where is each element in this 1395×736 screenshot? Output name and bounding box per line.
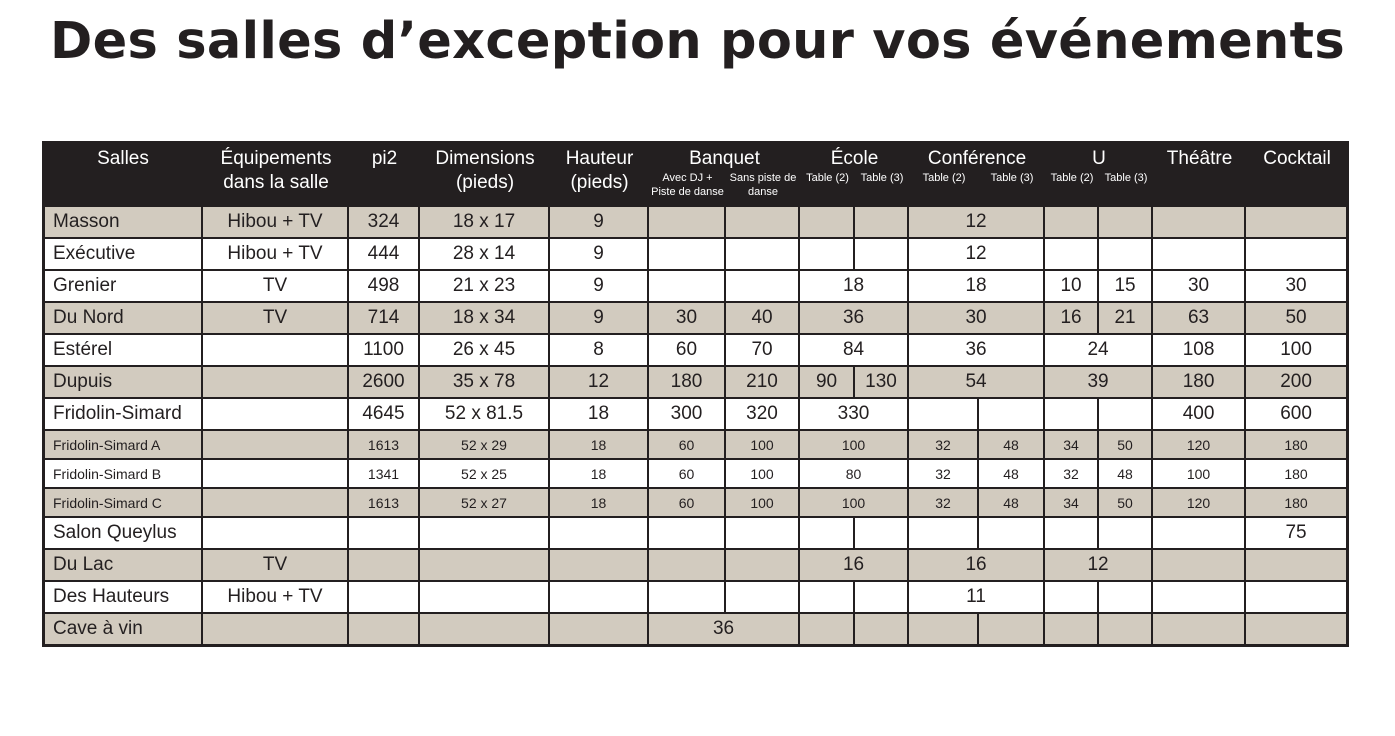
table-cell: 30 xyxy=(1246,271,1348,303)
table-cell: 63 xyxy=(1153,303,1246,335)
table-cell xyxy=(550,614,649,646)
table-cell xyxy=(1045,399,1099,431)
table-cell: 12 xyxy=(909,205,1045,239)
table-row xyxy=(43,489,1348,518)
room-name-cell: Grenier xyxy=(43,271,203,303)
table-cell xyxy=(203,367,349,399)
table-cell xyxy=(726,271,800,303)
table-cell xyxy=(855,205,909,239)
table-cell xyxy=(1099,582,1153,614)
room-name-cell: Fridolin-Simard C xyxy=(43,489,203,518)
header-salles: Salles xyxy=(43,142,203,205)
table-cell: 30 xyxy=(1153,271,1246,303)
table-cell: 100 xyxy=(726,431,800,460)
table-cell xyxy=(979,399,1045,431)
room-name-cell: Dupuis xyxy=(43,367,203,399)
table-cell xyxy=(1246,205,1348,239)
subheader-conf-table2: Table (2) xyxy=(909,171,979,205)
table-cell xyxy=(726,518,800,550)
table-cell xyxy=(1045,582,1099,614)
table-cell: 34 xyxy=(1045,489,1099,518)
table-cell: 11 xyxy=(909,582,1045,614)
table-cell: 18 xyxy=(909,271,1045,303)
table-cell xyxy=(1099,518,1153,550)
table-cell: 30 xyxy=(909,303,1045,335)
table-cell: 40 xyxy=(726,303,800,335)
table-row xyxy=(43,518,1348,550)
table-cell: 52 x 27 xyxy=(420,489,550,518)
table-cell xyxy=(909,614,979,646)
table-cell: 52 x 81.5 xyxy=(420,399,550,431)
table-cell: 330 xyxy=(800,399,909,431)
table-cell: 32 xyxy=(1045,460,1099,489)
table-cell xyxy=(203,460,349,489)
table-cell: 180 xyxy=(1153,367,1246,399)
table-cell: 48 xyxy=(979,431,1045,460)
table-cell: Hibou + TV xyxy=(203,239,349,271)
table-cell: 100 xyxy=(726,489,800,518)
table-cell: 200 xyxy=(1246,367,1348,399)
table-cell: 54 xyxy=(909,367,1045,399)
header-dimensions: Dimensions (pieds) xyxy=(420,142,550,205)
table-cell xyxy=(855,239,909,271)
table-cell: 48 xyxy=(1099,460,1153,489)
table-cell xyxy=(1099,399,1153,431)
header-equipements: Équipements dans la salle xyxy=(203,142,349,205)
table-cell xyxy=(550,518,649,550)
table-cell xyxy=(649,239,726,271)
room-name-cell: Du Lac xyxy=(43,550,203,582)
table-row xyxy=(43,271,1348,303)
table-cell xyxy=(1099,205,1153,239)
table-cell xyxy=(1246,239,1348,271)
table-cell: 130 xyxy=(855,367,909,399)
table-cell: 300 xyxy=(649,399,726,431)
table-row xyxy=(43,399,1348,431)
table-cell: 180 xyxy=(649,367,726,399)
table-cell xyxy=(349,518,420,550)
room-name-cell: Fridolin-Simard xyxy=(43,399,203,431)
table-cell: 15 xyxy=(1099,271,1153,303)
table-cell: 52 x 29 xyxy=(420,431,550,460)
table-cell xyxy=(726,550,800,582)
page-title: Des salles d’exception pour vos événements xyxy=(50,12,1345,71)
table-cell xyxy=(909,399,979,431)
table-cell: 180 xyxy=(1246,460,1348,489)
table-row xyxy=(43,239,1348,271)
room-name-cell: Des Hauteurs xyxy=(43,582,203,614)
table-cell: 180 xyxy=(1246,489,1348,518)
table-cell: 9 xyxy=(550,205,649,239)
table-row xyxy=(43,582,1348,614)
table-cell: 18 x 17 xyxy=(420,205,550,239)
header-u: U xyxy=(1045,142,1153,171)
table-cell: 52 x 25 xyxy=(420,460,550,489)
table-cell xyxy=(203,614,349,646)
table-header xyxy=(43,142,1348,205)
table-cell: 34 xyxy=(1045,431,1099,460)
table-cell: TV xyxy=(203,303,349,335)
table-cell: 18 xyxy=(550,489,649,518)
header-conference: Conférence xyxy=(909,142,1045,171)
table-cell: TV xyxy=(203,271,349,303)
table-cell xyxy=(855,582,909,614)
table-cell: 16 xyxy=(909,550,1045,582)
table-cell: 50 xyxy=(1099,431,1153,460)
header-pi2: pi2 xyxy=(349,142,420,205)
table-cell: 16 xyxy=(800,550,909,582)
table-cell xyxy=(1099,239,1153,271)
table-cell: 39 xyxy=(1045,367,1153,399)
table-cell xyxy=(1045,518,1099,550)
table-cell: 35 x 78 xyxy=(420,367,550,399)
table-cell xyxy=(909,518,979,550)
table-cell xyxy=(1246,614,1348,646)
room-name-cell: Fridolin-Simard B xyxy=(43,460,203,489)
table-cell: 30 xyxy=(649,303,726,335)
header-hauteur: Hauteur (pieds) xyxy=(550,142,649,205)
table-cell xyxy=(649,205,726,239)
table-cell: 18 xyxy=(550,399,649,431)
table-row xyxy=(43,614,1348,646)
table-cell: 32 xyxy=(909,460,979,489)
table-cell xyxy=(800,518,855,550)
table-cell: 60 xyxy=(649,489,726,518)
table-cell: 70 xyxy=(726,335,800,367)
table-cell: 75 xyxy=(1246,518,1348,550)
table-cell: 600 xyxy=(1246,399,1348,431)
header-ecole: École xyxy=(800,142,909,171)
table-cell xyxy=(203,518,349,550)
table-cell xyxy=(349,582,420,614)
table-cell: 4645 xyxy=(349,399,420,431)
table-row xyxy=(43,335,1348,367)
table-cell xyxy=(1153,550,1246,582)
table-cell: 9 xyxy=(550,239,649,271)
table-cell: 1100 xyxy=(349,335,420,367)
subheader-ecole-table2: Table (2) xyxy=(800,171,855,205)
header-theatre: Théâtre xyxy=(1153,142,1246,205)
table-cell: 48 xyxy=(979,489,1045,518)
rooms-table xyxy=(42,141,1349,647)
table-cell xyxy=(1153,614,1246,646)
table-cell xyxy=(349,614,420,646)
table-cell: 12 xyxy=(550,367,649,399)
table-cell: 100 xyxy=(800,431,909,460)
table-cell: 16 xyxy=(1045,303,1099,335)
room-name-cell: Fridolin-Simard A xyxy=(43,431,203,460)
table-cell xyxy=(1099,614,1153,646)
table-cell: 60 xyxy=(649,460,726,489)
table-cell xyxy=(649,550,726,582)
table-cell: 400 xyxy=(1153,399,1246,431)
table-row xyxy=(43,550,1348,582)
table-cell: 50 xyxy=(1246,303,1348,335)
table-cell: 36 xyxy=(649,614,800,646)
table-cell: 32 xyxy=(909,431,979,460)
table-cell xyxy=(349,550,420,582)
table-cell: 36 xyxy=(909,335,1045,367)
table-cell xyxy=(855,614,909,646)
table-cell: 120 xyxy=(1153,431,1246,460)
table-cell xyxy=(855,518,909,550)
room-name-cell: Masson xyxy=(43,205,203,239)
table-cell: 84 xyxy=(800,335,909,367)
table-row xyxy=(43,460,1348,489)
room-name-cell: Salon Queylus xyxy=(43,518,203,550)
table-row xyxy=(43,431,1348,460)
table-cell xyxy=(1246,550,1348,582)
table-cell xyxy=(1153,239,1246,271)
table-cell: 32 xyxy=(909,489,979,518)
room-name-cell: Du Nord xyxy=(43,303,203,335)
table-cell xyxy=(1153,582,1246,614)
table-cell: 21 xyxy=(1099,303,1153,335)
table-cell: 9 xyxy=(550,303,649,335)
table-cell xyxy=(203,335,349,367)
table-cell xyxy=(979,518,1045,550)
header-cocktail: Cocktail xyxy=(1246,142,1348,205)
table-cell: 210 xyxy=(726,367,800,399)
table-cell xyxy=(1045,239,1099,271)
table-cell xyxy=(726,239,800,271)
table-cell: 18 xyxy=(550,431,649,460)
subheader-banquet-dj: Avec DJ + Piste de danse xyxy=(649,171,726,205)
table-cell: 26 x 45 xyxy=(420,335,550,367)
table-cell xyxy=(800,239,855,271)
table-cell: 80 xyxy=(800,460,909,489)
table-cell: 12 xyxy=(1045,550,1153,582)
table-cell xyxy=(649,582,726,614)
table-cell: 180 xyxy=(1246,431,1348,460)
table-cell: 8 xyxy=(550,335,649,367)
table-cell: 24 xyxy=(1045,335,1153,367)
table-cell xyxy=(420,518,550,550)
table-cell: 28 x 14 xyxy=(420,239,550,271)
table-cell xyxy=(203,399,349,431)
table-cell: 9 xyxy=(550,271,649,303)
table-cell: 90 xyxy=(800,367,855,399)
table-cell: TV xyxy=(203,550,349,582)
table-cell: 100 xyxy=(800,489,909,518)
table-cell xyxy=(979,614,1045,646)
table-cell: 444 xyxy=(349,239,420,271)
table-cell xyxy=(420,550,550,582)
table-cell: 120 xyxy=(1153,489,1246,518)
room-name-cell: Cave à vin xyxy=(43,614,203,646)
subheader-u-table3: Table (3) xyxy=(1099,171,1153,205)
table-row xyxy=(43,303,1348,335)
table-cell xyxy=(1246,582,1348,614)
table-cell xyxy=(203,489,349,518)
table-cell: 18 xyxy=(550,460,649,489)
table-cell: 108 xyxy=(1153,335,1246,367)
table-cell: 48 xyxy=(979,460,1045,489)
table-cell: 1613 xyxy=(349,489,420,518)
table-row xyxy=(43,205,1348,239)
table-body xyxy=(43,205,1348,646)
table-cell: 1341 xyxy=(349,460,420,489)
table-cell xyxy=(649,271,726,303)
table-cell: 324 xyxy=(349,205,420,239)
table-cell: 36 xyxy=(800,303,909,335)
room-name-cell: Exécutive xyxy=(43,239,203,271)
table-cell: 12 xyxy=(909,239,1045,271)
table-cell: 21 x 23 xyxy=(420,271,550,303)
table-cell xyxy=(800,205,855,239)
table-cell xyxy=(800,582,855,614)
table-cell xyxy=(1153,205,1246,239)
table-cell: 498 xyxy=(349,271,420,303)
table-cell: Hibou + TV xyxy=(203,205,349,239)
table-cell: 100 xyxy=(1246,335,1348,367)
table-cell xyxy=(649,518,726,550)
table-cell xyxy=(1045,205,1099,239)
table-cell xyxy=(550,582,649,614)
subheader-conf-table3: Table (3) xyxy=(979,171,1045,205)
table-cell: 320 xyxy=(726,399,800,431)
table-cell xyxy=(203,431,349,460)
table-cell: Hibou + TV xyxy=(203,582,349,614)
table-cell: 18 x 34 xyxy=(420,303,550,335)
table-cell: 60 xyxy=(649,431,726,460)
room-name-cell: Estérel xyxy=(43,335,203,367)
table-cell: 1613 xyxy=(349,431,420,460)
table-cell xyxy=(800,614,855,646)
table-cell: 60 xyxy=(649,335,726,367)
table-cell xyxy=(550,550,649,582)
table-cell xyxy=(1153,518,1246,550)
table-cell xyxy=(420,582,550,614)
table-cell xyxy=(726,582,800,614)
table-cell xyxy=(420,614,550,646)
header-banquet: Banquet xyxy=(649,142,800,171)
table-cell: 2600 xyxy=(349,367,420,399)
subheader-ecole-table3: Table (3) xyxy=(855,171,909,205)
table-cell xyxy=(1045,614,1099,646)
table-row xyxy=(43,367,1348,399)
subheader-u-table2: Table (2) xyxy=(1045,171,1099,205)
table-cell: 18 xyxy=(800,271,909,303)
table-cell: 100 xyxy=(1153,460,1246,489)
table-cell: 10 xyxy=(1045,271,1099,303)
subheader-banquet-sans: Sans piste de danse xyxy=(726,171,800,205)
table-cell: 714 xyxy=(349,303,420,335)
table-cell: 50 xyxy=(1099,489,1153,518)
table-cell xyxy=(726,205,800,239)
table-cell: 100 xyxy=(726,460,800,489)
